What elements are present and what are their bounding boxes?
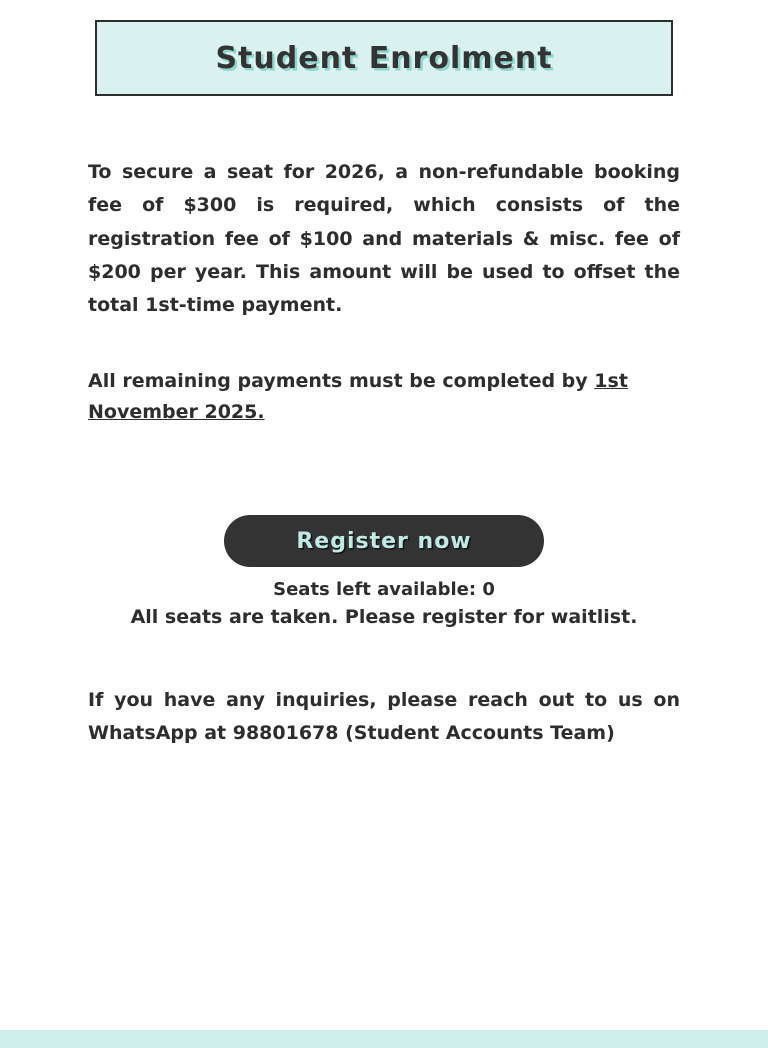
register-now-button[interactable]: Register now — [224, 515, 544, 567]
inquiries-paragraph: If you have any inquiries, please reach out to us on WhatsApp at 98801678 (Student Accounts Team) — [88, 689, 680, 745]
deadline-date: 1st November 2025. — [88, 370, 628, 423]
page-header — [95, 20, 673, 96]
deadline-text: All remaining payments must be completed by — [88, 370, 595, 393]
footer-accent-bar — [0, 1030, 768, 1048]
page-title: Student Enrolment — [215, 40, 553, 76]
waitlist-notice-text: All seats are taken. Please register for waitlist. — [130, 606, 638, 629]
payment-deadline-line — [88, 366, 680, 427]
seats-available-text: Seats left available: 0 — [273, 579, 495, 601]
booking-fee-paragraph: To secure a seat for 2026, a non-refundable booking fee of $300 is required, which consists of the registration fee of $100 and materials & misc. fee of $200 per year. This amount will be used to offset the total 1st-time payment. — [88, 161, 680, 316]
